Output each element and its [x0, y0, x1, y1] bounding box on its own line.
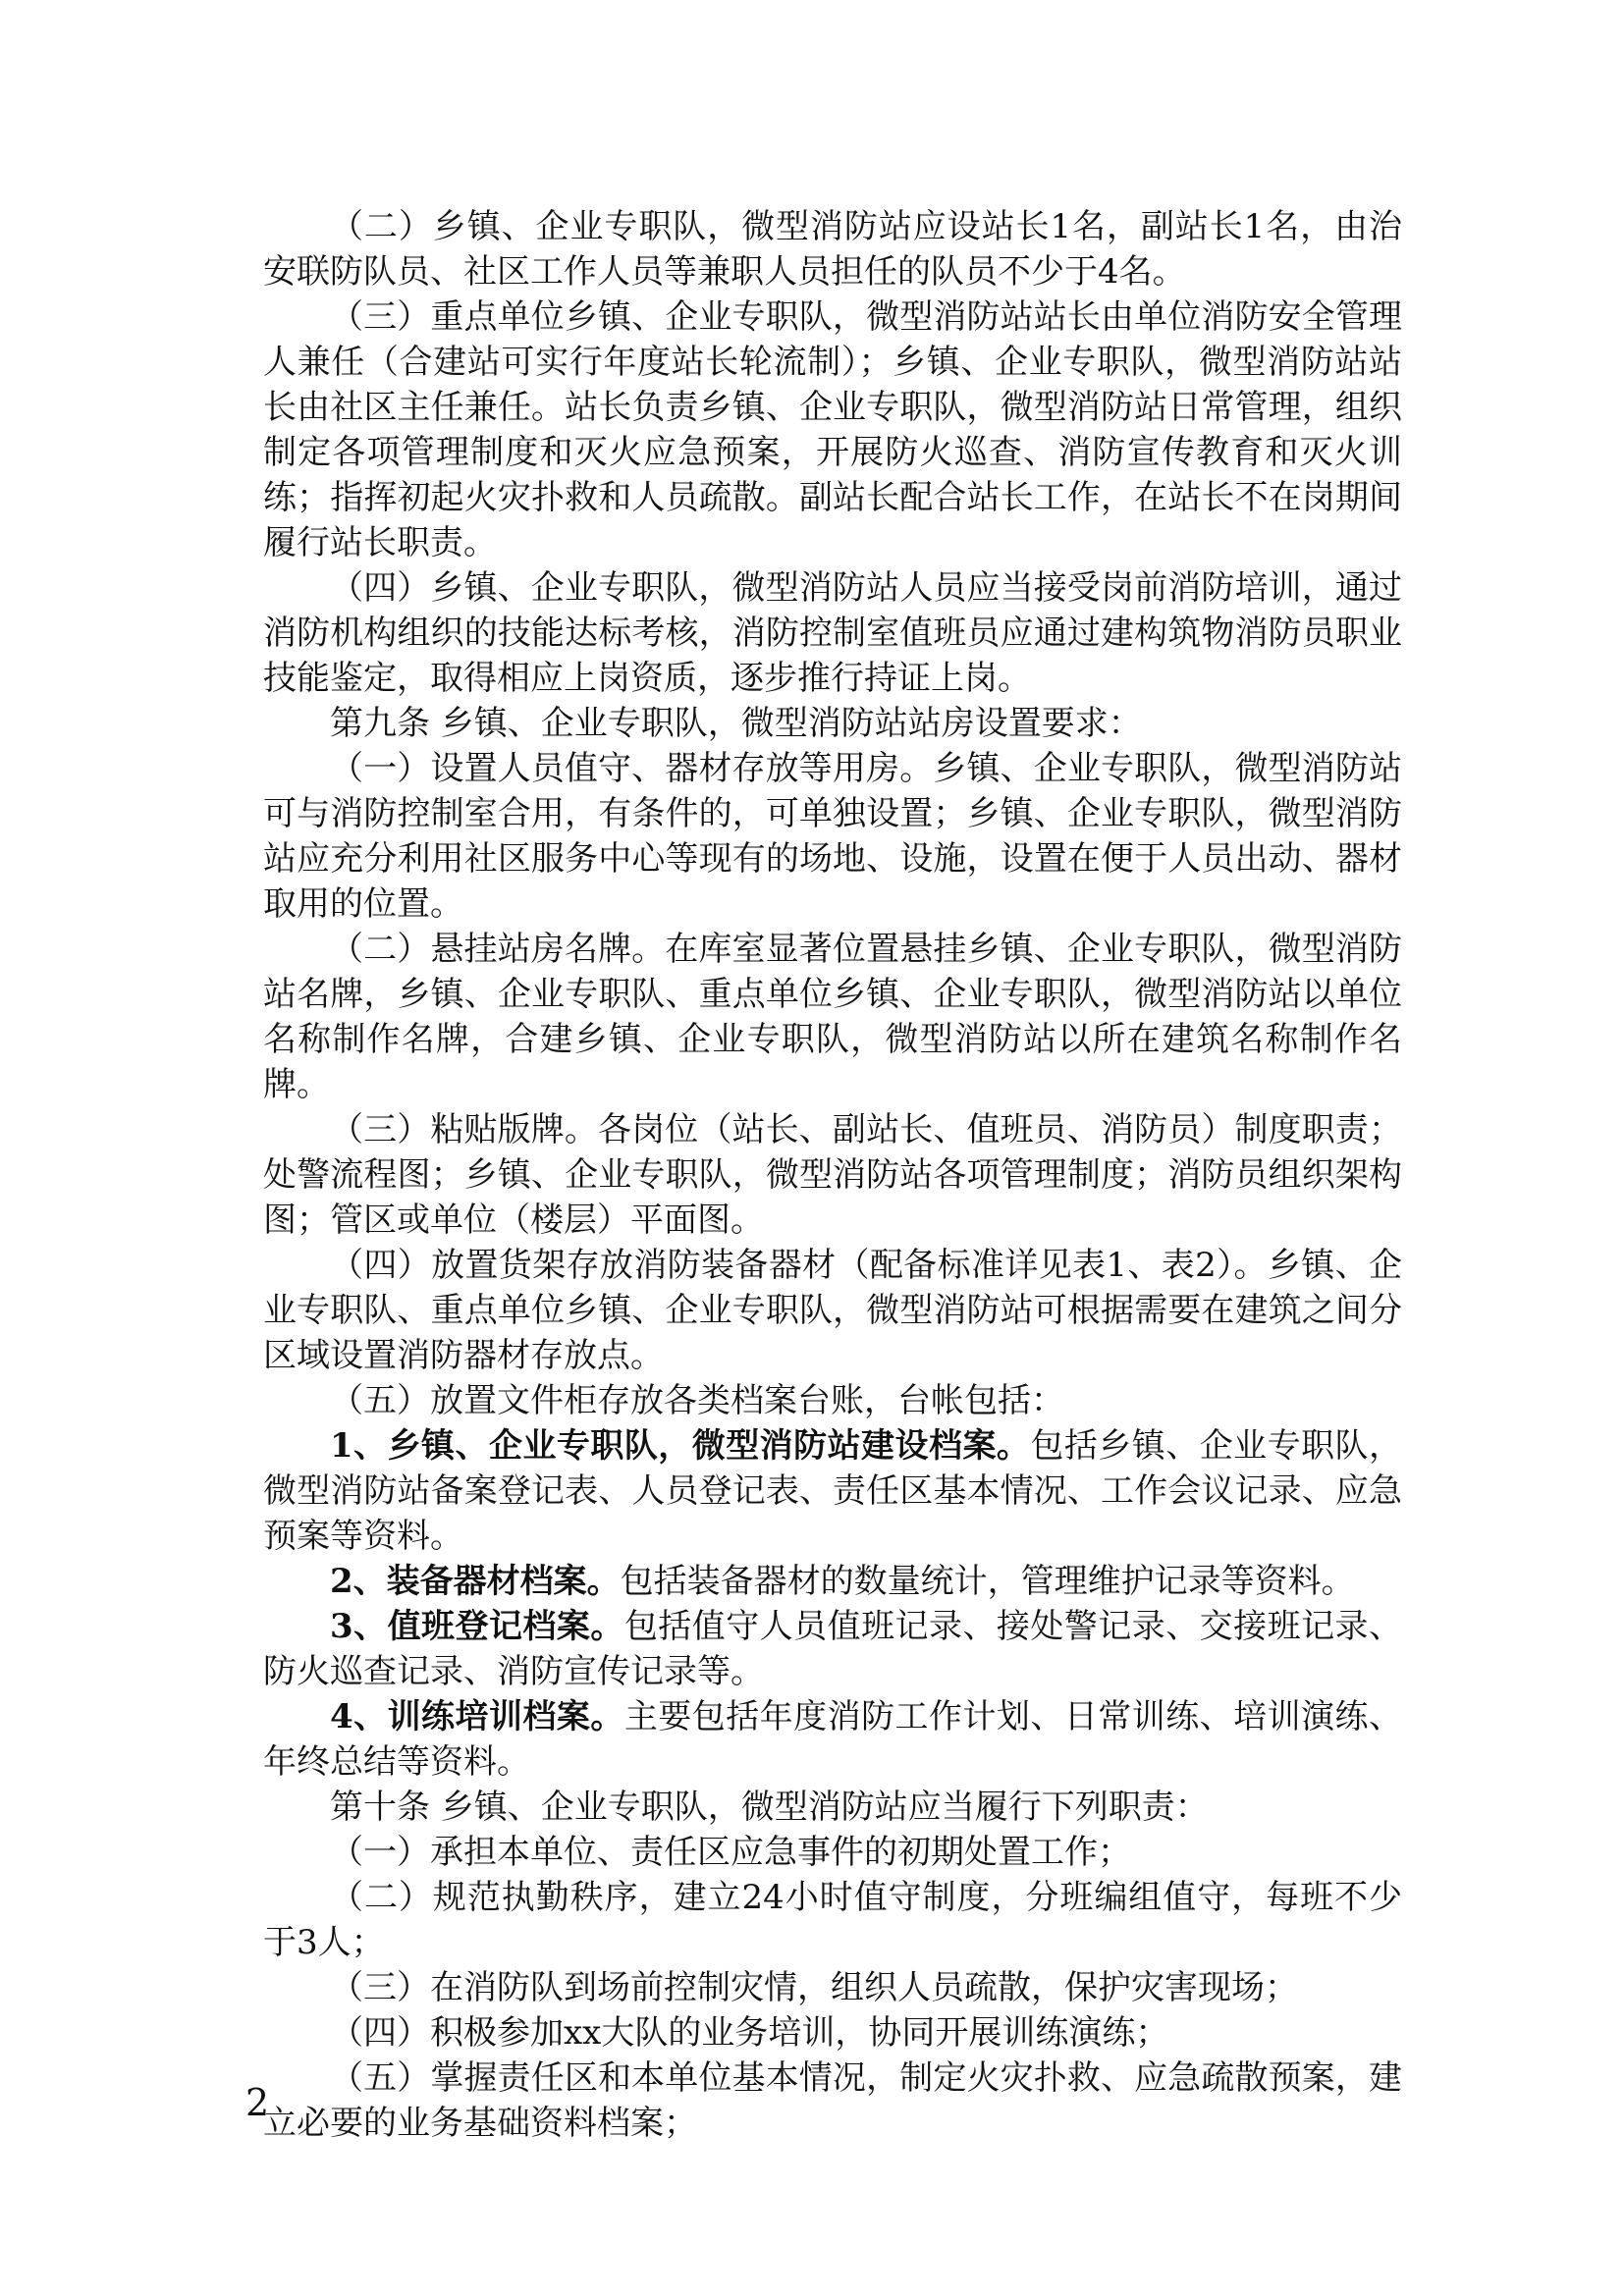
- paragraph: （一）设置人员值守、器材存放等用房。乡镇、企业专职队，微型消防站可与消防控制室合用，有条件的，可单独设置；乡镇、企业专职队，微型消防站应充分利用社区服务中心等现有的场地、设施，设置在便于人员出动、器材取用的位置。: [263, 749, 1402, 924]
- page-number: 2: [245, 2081, 270, 2124]
- paragraph: （三）重点单位乡镇、企业专职队，微型消防站站长由单位消防安全管理人兼任（合建站可实行年度站长轮流制）；乡镇、企业专职队，微型消防站站长由社区主任兼任。站长负责乡镇、企业专职队，微型消防站日常管理，组织制定各项管理制度和灭火应急预案，开展防火巡查、消防宣传教育和灭火训练；指挥初起火灾扑救和人员疏散。副站长配合站长工作，在站长不在岗期间履行站长职责。: [263, 297, 1402, 562]
- document-body: [263, 204, 1402, 2146]
- paragraph: （四）乡镇、企业专职队，微型消防站人员应当接受岗前消防培训，通过消防机构组织的技能达标考核，消防控制室值班员应通过建构筑物消防员职业技能鉴定，取得相应上岗资质，逐步推行持证上岗。: [263, 568, 1402, 698]
- list-item-title: 4、训练培训档案。: [330, 1697, 624, 1736]
- paragraph: （四）放置货架存放消防装备器材（配备标准详见表1、表2）。乡镇、企业专职队、重点单位乡镇、企业专职队，微型消防站可根据需要在建筑之间分区域设置消防器材存放点。: [263, 1246, 1402, 1375]
- list-item-title: 3、值班登记档案。: [330, 1607, 624, 1646]
- paragraph: （二）乡镇、企业专职队，微型消防站应设站长1名，副站长1名，由治安联防队员、社区工作人员等兼职人员担任的队员不少于4名。: [263, 207, 1402, 292]
- paragraph: （三）粘贴版牌。各岗位（站长、副站长、值班员、消防员）制度职责；处警流程图；乡镇、企业专职队，微型消防站各项管理制度；消防员组织架构图；管区或单位（楼层）平面图。: [263, 1110, 1402, 1240]
- list-item: 4、训练培训档案。主要包括年度消防工作计划、日常训练、培训演练、年终总结等资料。: [263, 1697, 1402, 1782]
- paragraph: （一）承担本单位、责任区应急事件的初期处置工作；: [330, 1833, 1131, 1872]
- article-heading: 第十条 乡镇、企业专职队，微型消防站应当履行下列职责：: [330, 1788, 1209, 1827]
- list-item: 3、值班登记档案。包括值守人员值班记录、接处警记录、交接班记录、防火巡查记录、消防宣传记录等。: [263, 1607, 1402, 1691]
- paragraph: （二）悬挂站房名牌。在库室显著位置悬挂乡镇、企业专职队，微型消防站名牌，乡镇、企业专职队、重点单位乡镇、企业专职队，微型消防站以单位名称制作名牌，合建乡镇、企业专职队，微型消防站以所在建筑名称制作名牌。: [263, 930, 1402, 1104]
- list-item: 2、装备器材档案。包括装备器材的数量统计，管理维护记录等资料。: [330, 1562, 1355, 1601]
- paragraph: （五）掌握责任区和本单位基本情况，制定火灾扑救、应急疏散预案，建立必要的业务基础资料档案；: [263, 2058, 1402, 2143]
- paragraph: （五）放置文件柜存放各类档案台账，台帐包括：: [330, 1381, 1064, 1420]
- list-item-title: 2、装备器材档案。: [330, 1562, 621, 1601]
- paragraph: （四）积极参加xx大队的业务培训，协同开展训练演练；: [330, 2013, 1169, 2053]
- list-item-title: 1、乡镇、企业专职队，微型消防站建设档案。: [330, 1426, 1031, 1466]
- list-item: 1、乡镇、企业专职队，微型消防站建设档案。包括乡镇、企业专职队，微型消防站备案登记表、人员登记表、责任区基本情况、工作会议记录、应急预案等资料。: [263, 1426, 1403, 1556]
- paragraph: （三）在消防队到场前控制灾情，组织人员疏散，保护灾害现场；: [330, 1968, 1298, 2007]
- paragraph: （二）规范执勤秩序，建立24小时值守制度，分班编组值守，每班不少于3人；: [263, 1878, 1402, 1962]
- article-heading: 第九条 乡镇、企业专职队，微型消防站站房设置要求：: [330, 704, 1142, 743]
